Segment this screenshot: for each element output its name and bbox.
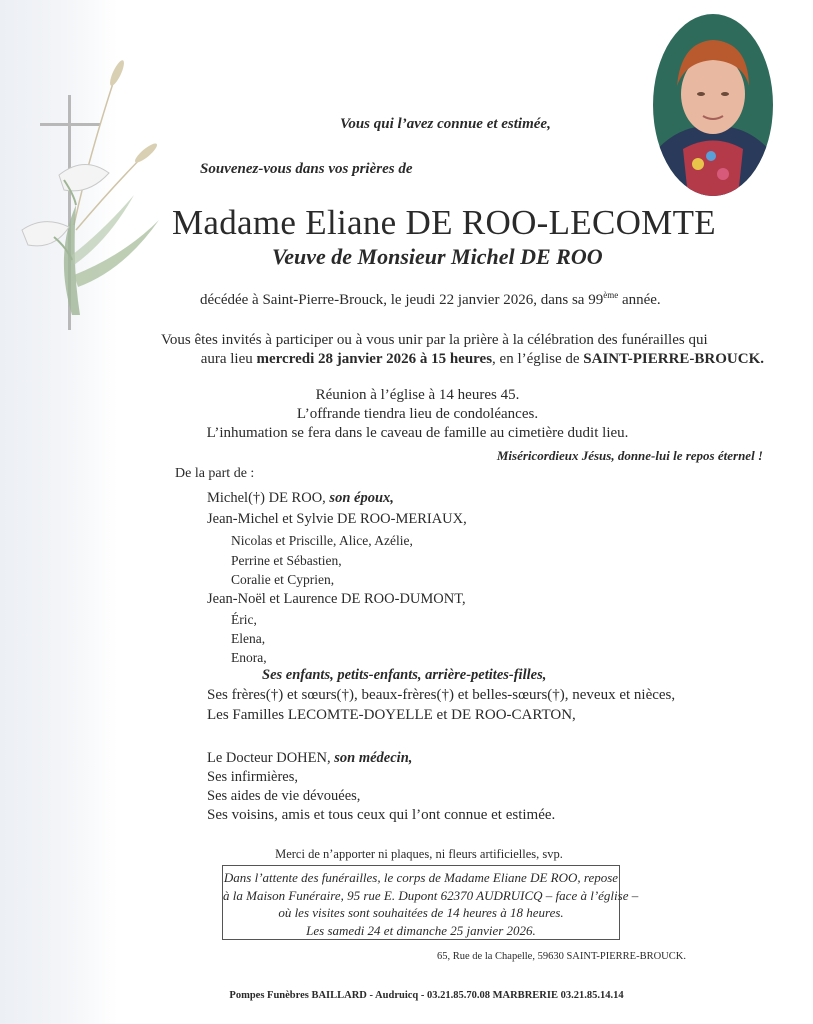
aides-line: Ses aides de vie dévouées, bbox=[207, 788, 361, 804]
child-line-2: Jean-Noël et Laurence DE ROO-DUMONT, bbox=[207, 591, 466, 607]
prayer-line: Miséricordieux Jésus, donne-lui le repos éternel ! bbox=[496, 448, 763, 463]
family-intro: De la part de : bbox=[175, 466, 255, 481]
husband-role: son époux, bbox=[329, 490, 394, 506]
intro-line-1: Vous qui l’avez connue et estimée, bbox=[340, 116, 551, 132]
invitation-line-1: Vous êtes invités à participer ou à vous unir par la prière à la célébration des funérailles qui bbox=[161, 332, 708, 348]
portrait-icon bbox=[653, 14, 773, 196]
merci-line: Merci de n’apporter ni plaques, ni fleurs artificielles, svp. bbox=[275, 847, 563, 861]
notice-line: Les samedi 24 et dimanche 25 janvier 2026. bbox=[306, 922, 536, 938]
doctor-name: Le Docteur DOHEN, bbox=[207, 750, 335, 766]
footer-line: Pompes Funèbres BAILLARD - Audruicq - 03.21.85.70.08 MARBRERIE 03.21.85.14.14 bbox=[229, 990, 624, 1001]
death-text: décédée à Saint-Pierre-Brouck, le jeudi 22 janvier 2026, dans sa 99 bbox=[200, 292, 604, 308]
notice-line: à la Maison Funéraire, 95 rue E. Dupont 62370 AUDRUICQ – face à l’église – bbox=[223, 887, 639, 903]
funeral-datetime: mercredi 28 janvier 2026 à 15 heures bbox=[256, 351, 493, 367]
grandchildren-line: Elena, bbox=[231, 631, 266, 646]
invitation-line-2 bbox=[201, 351, 764, 368]
invitation-mid: , en l’église de bbox=[492, 351, 584, 367]
doctor-role: son médecin, bbox=[334, 750, 413, 766]
death-notice bbox=[200, 290, 661, 309]
notice-line: où les visites sont souhaitées de 14 heures à 18 heures. bbox=[278, 905, 564, 920]
funeral-place: SAINT-PIERRE-BROUCK. bbox=[583, 351, 764, 367]
death-text-end: année. bbox=[618, 292, 661, 308]
deceased-name: Madame Eliane DE ROO-LECOMTE bbox=[172, 203, 716, 242]
grandchildren-line: Nicolas et Priscille, Alice, Azélie, bbox=[231, 533, 413, 548]
portrait-photo bbox=[653, 14, 773, 196]
family-summary: Ses enfants, petits-enfants, arrière-petites-filles, bbox=[262, 667, 547, 683]
husband-line bbox=[207, 490, 394, 507]
nurses-line: Ses infirmières, bbox=[207, 769, 299, 785]
grandchildren-line: Enora, bbox=[231, 650, 267, 665]
siblings-line: Ses frères(†) et sœurs(†), beaux-frères(†) et belles-sœurs(†), neveux et nièces, bbox=[207, 687, 676, 703]
offrande-line: L’offrande tiendra lieu de condoléances. bbox=[296, 406, 539, 422]
spouse-line: Veuve de Monsieur Michel DE ROO bbox=[272, 244, 603, 269]
doctor-line bbox=[207, 750, 412, 767]
inhumation-line: L’inhumation se fera dans le caveau de famille au cimetière dudit lieu. bbox=[206, 425, 629, 441]
families-line: Les Familles LECOMTE-DOYELLE et DE ROO-CARTON, bbox=[207, 707, 576, 723]
grandchildren-line: Coralie et Cyprien, bbox=[231, 572, 335, 587]
husband-name: Michel(†) DE ROO, bbox=[207, 490, 330, 506]
notice-box bbox=[222, 865, 639, 940]
notice-line: Dans l’attente des funérailles, le corps de Madame Eliane DE ROO, repose bbox=[223, 870, 619, 885]
intro-line-2: Souvenez-vous dans vos prières de bbox=[200, 161, 413, 177]
address-line: 65, Rue de la Chapelle, 59630 SAINT-PIERRE-BROUCK. bbox=[437, 951, 686, 962]
reunion-line: Réunion à l’église à 14 heures 45. bbox=[315, 387, 520, 403]
neighbors-line: Ses voisins, amis et tous ceux qui l’ont connue et estimée. bbox=[207, 807, 556, 823]
child-line-1: Jean-Michel et Sylvie DE ROO-MERIAUX, bbox=[207, 511, 467, 527]
cross-lily-decoration-icon bbox=[14, 55, 164, 345]
death-sup: ème bbox=[603, 290, 619, 300]
invitation-pre: aura lieu bbox=[200, 351, 257, 367]
grandchildren-line: Perrine et Sébastien, bbox=[231, 553, 342, 568]
grandchildren-line: Éric, bbox=[231, 612, 257, 627]
